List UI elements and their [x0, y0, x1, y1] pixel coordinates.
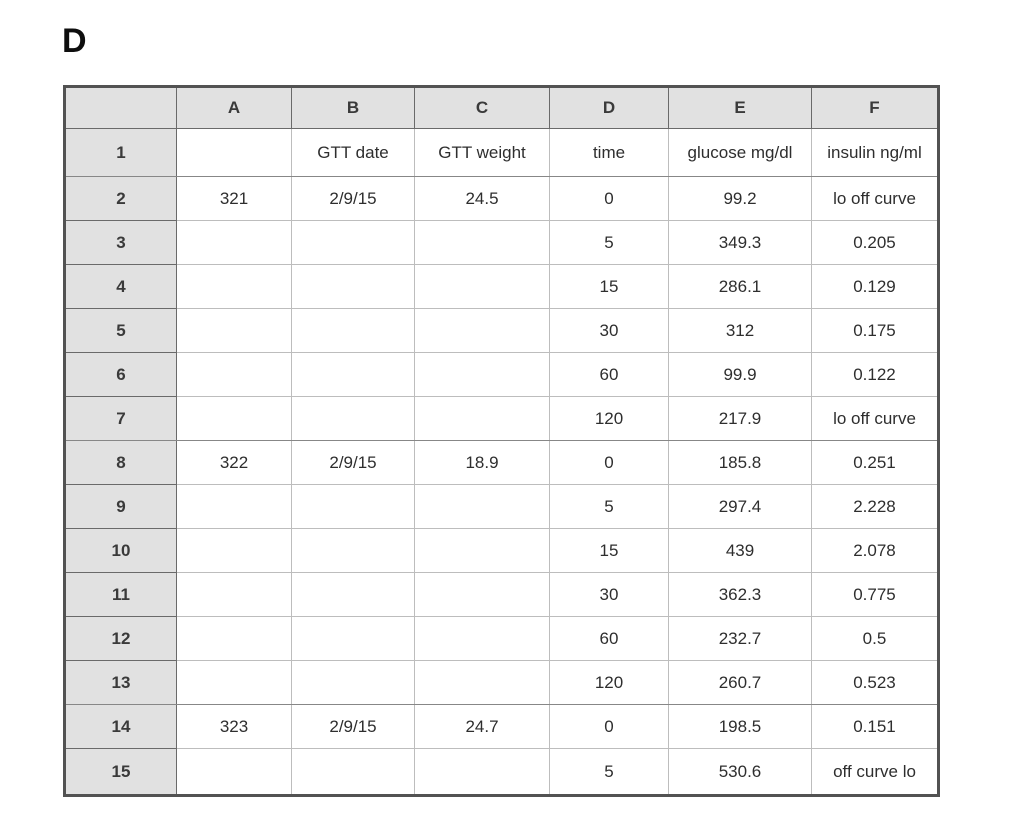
cell-F7: lo off curve — [812, 397, 939, 441]
cell-A14: 323 — [177, 705, 292, 749]
cell-D15: 5 — [550, 749, 669, 796]
column-header-B: B — [292, 87, 415, 129]
cell-E4: 286.1 — [669, 265, 812, 309]
table-row-10 — [65, 529, 939, 573]
cell-B12 — [292, 617, 415, 661]
cell-A6 — [177, 353, 292, 397]
cell-F12: 0.5 — [812, 617, 939, 661]
cell-B6 — [292, 353, 415, 397]
cell-E10: 439 — [669, 529, 812, 573]
cell-C5 — [415, 309, 550, 353]
cell-D4: 15 — [550, 265, 669, 309]
spreadsheet-body — [65, 129, 939, 796]
row-header-15: 15 — [65, 749, 177, 796]
cell-B3 — [292, 221, 415, 265]
cell-E1: glucose mg/dl — [669, 129, 812, 177]
cell-A3 — [177, 221, 292, 265]
cell-A1 — [177, 129, 292, 177]
cell-F13: 0.523 — [812, 661, 939, 705]
cell-B13 — [292, 661, 415, 705]
cell-A8: 322 — [177, 441, 292, 485]
cell-E14: 198.5 — [669, 705, 812, 749]
cell-D11: 30 — [550, 573, 669, 617]
table-row-9 — [65, 485, 939, 529]
cell-A5 — [177, 309, 292, 353]
cell-F11: 0.775 — [812, 573, 939, 617]
table-row-5 — [65, 309, 939, 353]
cell-F1: insulin ng/ml — [812, 129, 939, 177]
column-header-row — [65, 87, 939, 129]
column-header-C: C — [415, 87, 550, 129]
cell-D3: 5 — [550, 221, 669, 265]
cell-C2: 24.5 — [415, 177, 550, 221]
row-header-7: 7 — [65, 397, 177, 441]
cell-F8: 0.251 — [812, 441, 939, 485]
cell-A11 — [177, 573, 292, 617]
cell-A13 — [177, 661, 292, 705]
cell-E6: 99.9 — [669, 353, 812, 397]
row-header-5: 5 — [65, 309, 177, 353]
cell-E5: 312 — [669, 309, 812, 353]
cell-C3 — [415, 221, 550, 265]
cell-A2: 321 — [177, 177, 292, 221]
cell-D5: 30 — [550, 309, 669, 353]
cell-F4: 0.129 — [812, 265, 939, 309]
cell-B8: 2/9/15 — [292, 441, 415, 485]
cell-B14: 2/9/15 — [292, 705, 415, 749]
row-header-12: 12 — [65, 617, 177, 661]
cell-D8: 0 — [550, 441, 669, 485]
cell-C9 — [415, 485, 550, 529]
table-row-12 — [65, 617, 939, 661]
cell-B2: 2/9/15 — [292, 177, 415, 221]
cell-C4 — [415, 265, 550, 309]
column-header-A: A — [177, 87, 292, 129]
cell-C14: 24.7 — [415, 705, 550, 749]
cell-D9: 5 — [550, 485, 669, 529]
cell-D6: 60 — [550, 353, 669, 397]
row-header-14: 14 — [65, 705, 177, 749]
cell-F2: lo off curve — [812, 177, 939, 221]
cell-B9 — [292, 485, 415, 529]
cell-D13: 120 — [550, 661, 669, 705]
table-row-2 — [65, 177, 939, 221]
cell-E11: 362.3 — [669, 573, 812, 617]
cell-C13 — [415, 661, 550, 705]
spreadsheet-table — [63, 85, 940, 797]
table-row-14 — [65, 705, 939, 749]
cell-E8: 185.8 — [669, 441, 812, 485]
cell-F15: off curve lo — [812, 749, 939, 796]
cell-E2: 99.2 — [669, 177, 812, 221]
cell-C12 — [415, 617, 550, 661]
table-row-6 — [65, 353, 939, 397]
table-row-8 — [65, 441, 939, 485]
cell-B7 — [292, 397, 415, 441]
row-header-3: 3 — [65, 221, 177, 265]
cell-C6 — [415, 353, 550, 397]
table-row-11 — [65, 573, 939, 617]
corner-cell — [65, 87, 177, 129]
row-header-4: 4 — [65, 265, 177, 309]
cell-E9: 297.4 — [669, 485, 812, 529]
cell-B4 — [292, 265, 415, 309]
cell-A12 — [177, 617, 292, 661]
cell-C8: 18.9 — [415, 441, 550, 485]
row-header-13: 13 — [65, 661, 177, 705]
row-header-10: 10 — [65, 529, 177, 573]
table-row-3 — [65, 221, 939, 265]
cell-E13: 260.7 — [669, 661, 812, 705]
cell-E3: 349.3 — [669, 221, 812, 265]
cell-B1: GTT date — [292, 129, 415, 177]
cell-B10 — [292, 529, 415, 573]
cell-D7: 120 — [550, 397, 669, 441]
cell-A4 — [177, 265, 292, 309]
cell-A9 — [177, 485, 292, 529]
cell-A15 — [177, 749, 292, 796]
table-row-1 — [65, 129, 939, 177]
column-header-F: F — [812, 87, 939, 129]
cell-C1: GTT weight — [415, 129, 550, 177]
cell-B11 — [292, 573, 415, 617]
cell-C10 — [415, 529, 550, 573]
cell-F3: 0.205 — [812, 221, 939, 265]
row-header-11: 11 — [65, 573, 177, 617]
table-row-4 — [65, 265, 939, 309]
cell-C11 — [415, 573, 550, 617]
cell-F9: 2.228 — [812, 485, 939, 529]
cell-A7 — [177, 397, 292, 441]
cell-E15: 530.6 — [669, 749, 812, 796]
cell-F10: 2.078 — [812, 529, 939, 573]
cell-F14: 0.151 — [812, 705, 939, 749]
cell-B15 — [292, 749, 415, 796]
row-header-9: 9 — [65, 485, 177, 529]
cell-E7: 217.9 — [669, 397, 812, 441]
cell-D12: 60 — [550, 617, 669, 661]
row-header-6: 6 — [65, 353, 177, 397]
row-header-8: 8 — [65, 441, 177, 485]
column-header-D: D — [550, 87, 669, 129]
table-row-13 — [65, 661, 939, 705]
cell-D14: 0 — [550, 705, 669, 749]
cell-C15 — [415, 749, 550, 796]
cell-D10: 15 — [550, 529, 669, 573]
cell-F5: 0.175 — [812, 309, 939, 353]
cell-D2: 0 — [550, 177, 669, 221]
cell-D1: time — [550, 129, 669, 177]
row-header-2: 2 — [65, 177, 177, 221]
cell-C7 — [415, 397, 550, 441]
table-row-7 — [65, 397, 939, 441]
cell-F6: 0.122 — [812, 353, 939, 397]
table-row-15 — [65, 749, 939, 796]
cell-E12: 232.7 — [669, 617, 812, 661]
column-header-E: E — [669, 87, 812, 129]
cell-A10 — [177, 529, 292, 573]
row-header-1: 1 — [65, 129, 177, 177]
panel-label: D — [62, 22, 88, 60]
cell-B5 — [292, 309, 415, 353]
